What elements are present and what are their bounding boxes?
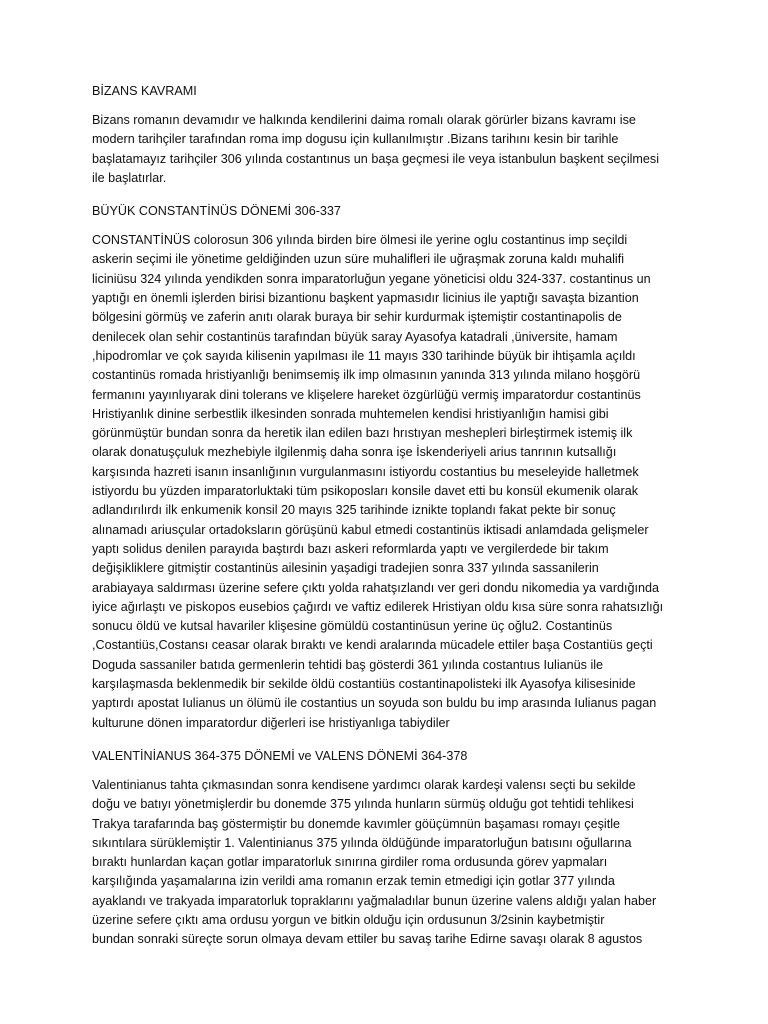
text-line: CONSTANTİNÜS colorosun 306 yılında birden bire ölmesi ile yerine oglu costantinus imp seçildi [92,233,628,248]
text-line: ,Costantiüs,Costansı ceasar olarak bıraktı ve kendi aralarında mücadele ettiler başa Costantiüs geçti [92,638,653,653]
text-line: görünmüştür bundan sonra da heretik ilan edilen bazı hrıstıyan meshepleri birleştirmek istemiş ilk [92,426,633,441]
text-line: Valentinianus tahta çıkmasından sonra kendisene yardımcı olarak kardeşi valensı seçti bu sekilde [92,777,636,792]
document-page [92,82,668,964]
text-line: değişikliklere gitmiştir costantinüs ailesinin yaşadigi tradejien sonra 337 yılında sassanilerin [92,561,599,576]
text-line: costantinüs romada hristiyanlığı benimsemiş ilk imp olmasının yanında 313 yılında milano hoşgörü [92,368,641,383]
text-line: bölgesini görmüş ve zaferin anıtı olarak buraya bir sehir kurdurmak iştemiştir costantinapolis de [92,310,622,325]
text-line: başlatamayız tarihçiler 306 yılında costantınus un başa geçmesi ile veya istanbulun başkent seçilmesi [92,151,660,166]
text-line: ,hipodromlar ve çok sayıda kilisenin yapılması ile 11 mayıs 330 tarihinde büyük bir ihtişamla açıldı [92,348,636,363]
text-line: olarak donatuşçuluk mezhebiyle ilgilenmiş daha sonra işe İskenderiyeli arius tanrının kutsallığı [92,445,617,460]
text-line: Trakya tarafarında baş göstermiştir bu donemde kavımler göüçümnün başaması romayı çeşitle [92,816,621,831]
text-line: alınamadı ariusçular ortadoksların görüşünü kabul etmedi costantinüs iktisadi anlamdada gelişmeler [92,522,649,537]
section-heading: BÜYÜK CONSTANTİNÜS DÖNEMİ 306-337 [92,204,341,219]
text-line: iyice ağırlaştı ve piskopos eusebios çağırdı ve vaftiz edilerek Hristiyan oldu kısa süre sonra rahatsızlığı [92,599,664,614]
text-line: denilecek olan sehir costantinüs tarafından büyük saray Ayasofya katadrali ,üniversite, hamam [92,329,618,344]
text-line: yaptı solidus denilen parayıda baştırdı bazı askeri reformlarda yaptı ve vergilerdede bir takım [92,541,609,556]
text-line: karşılaşmasda beklenmedik bir sekilde öldü costantiüs costantinapolisteki ilk Ayasofya kilisesinide [92,677,636,692]
text-line: adlandırılırdı ilk enkumenik konsil 20 mayıs 325 tarihinde iznikte toplandı fakat pekte bir sonuç [92,503,616,518]
text-line: yaptırdı apostat Iulianus un ölümü ile costantius un soyuda son buldu bu imp arasında Iulianus pagan [92,696,657,711]
text-line: ile başlatırlar. [92,170,167,185]
text-line: kulturune dönen imparatordur diğerleri ise hristiyanlıga tabiydiler [92,715,450,730]
text-line: Doguda sassaniler batıda germenlerin tehtidi baş gösterdi 361 yılında costantıus Iulianüs ile [92,657,604,672]
section-heading: VALENTİNİANUS 364-375 DÖNEMİ ve VALENS DÖNEMİ 364-378 [92,748,468,763]
paragraph [92,231,668,733]
text-line: fermanını yayınlıyarak dini tolerans ve klişelere hareket özgürlüğü vermiş imparatordur costantinüs [92,387,641,402]
text-line: modern tarihçiler tarafından roma imp dogusu için kullanılmıştır .Bizans tarihını kesin bir tarihle [92,132,619,147]
paragraph [92,776,668,950]
text-line: karşılığında yaşamalarına izin verildi ama romanın erzak temin etmedigi için gotlar 377 yılında [92,874,615,889]
text-line: üzerine sefere çıktı ama ordusu yorgun ve bitkin olduğu için ordusunun 3/2sinin kaybetmiştir [92,912,605,927]
text-line: ayaklandı ve trakyada imparatorluk topraklarını yağmaladılar bunun üzerine valens aldığı yalan haber [92,893,657,908]
text-line: bıraktı hunlardan kaçan gotlar imparatorluk sınırına girdiler roma ordusunda görev yapmaları [92,855,608,870]
text-line: sıkıntılara sürüklemiştir 1. Valentinianus 375 yılında öldüğünde imparatorluğun batısını oğullarına [92,835,632,850]
text-line: arabiayaya saldırması üzerine sefere çıktı yolda rahatşızlandı ver geri dondu nikomedia ya vardığında [92,580,660,595]
text-line: Hristiyanlık dinine serbestlik ilkesinden sonrada muhtemelen kendisi hristiyanlığın hamisi gibi [92,406,609,421]
text-line: sonucu öldü ve kutsal havariler klişesine gömüldü costantinüsun yerine üç oğlu2. Costantinüs [92,619,613,634]
text-line: yaptığı en önemli işlerden birisi bizantionu başkent yapmasıdır licinius ile yaptığı savaşta bizantion [92,291,639,306]
text-line: bundan sonraki süreçte sorun olmaya devam ettiler bu savaş tarihe Edirne savaşı olarak 8 agustos [92,932,643,947]
text-line: doğu ve batıyı yönetmişlerdir bu donemde 375 yılında hunların sürmüş olduğu got tehtidi tehlikesi [92,797,634,812]
text-line: Bizans romanın devamıdır ve halkında kendilerini daima romalı olarak görürler bizans kavramı ise [92,113,636,127]
text-line: liciniüsu 324 yılında yendikden sonra imparatorluğun yegane yöneticisi oldu 324-337. costantinus un [92,271,651,286]
text-line: karşısında hazreti isanın insanlığının vurgulanmasını istiyordu costantius bu meseleyide halletmek [92,464,639,479]
section-heading: BİZANS KAVRAMI [92,84,197,98]
text-line: askerin seçimi ile yönetime geldiğinden uzun süre muhalifleri ile uğraşmak zoruna kaldı muhalifi [92,252,624,267]
paragraph [92,111,668,188]
text-line: istiyordu bu yüzden imparatorluktaki tüm psikoposları konsile davet etti bu konsül ekumenik olarak [92,484,639,499]
